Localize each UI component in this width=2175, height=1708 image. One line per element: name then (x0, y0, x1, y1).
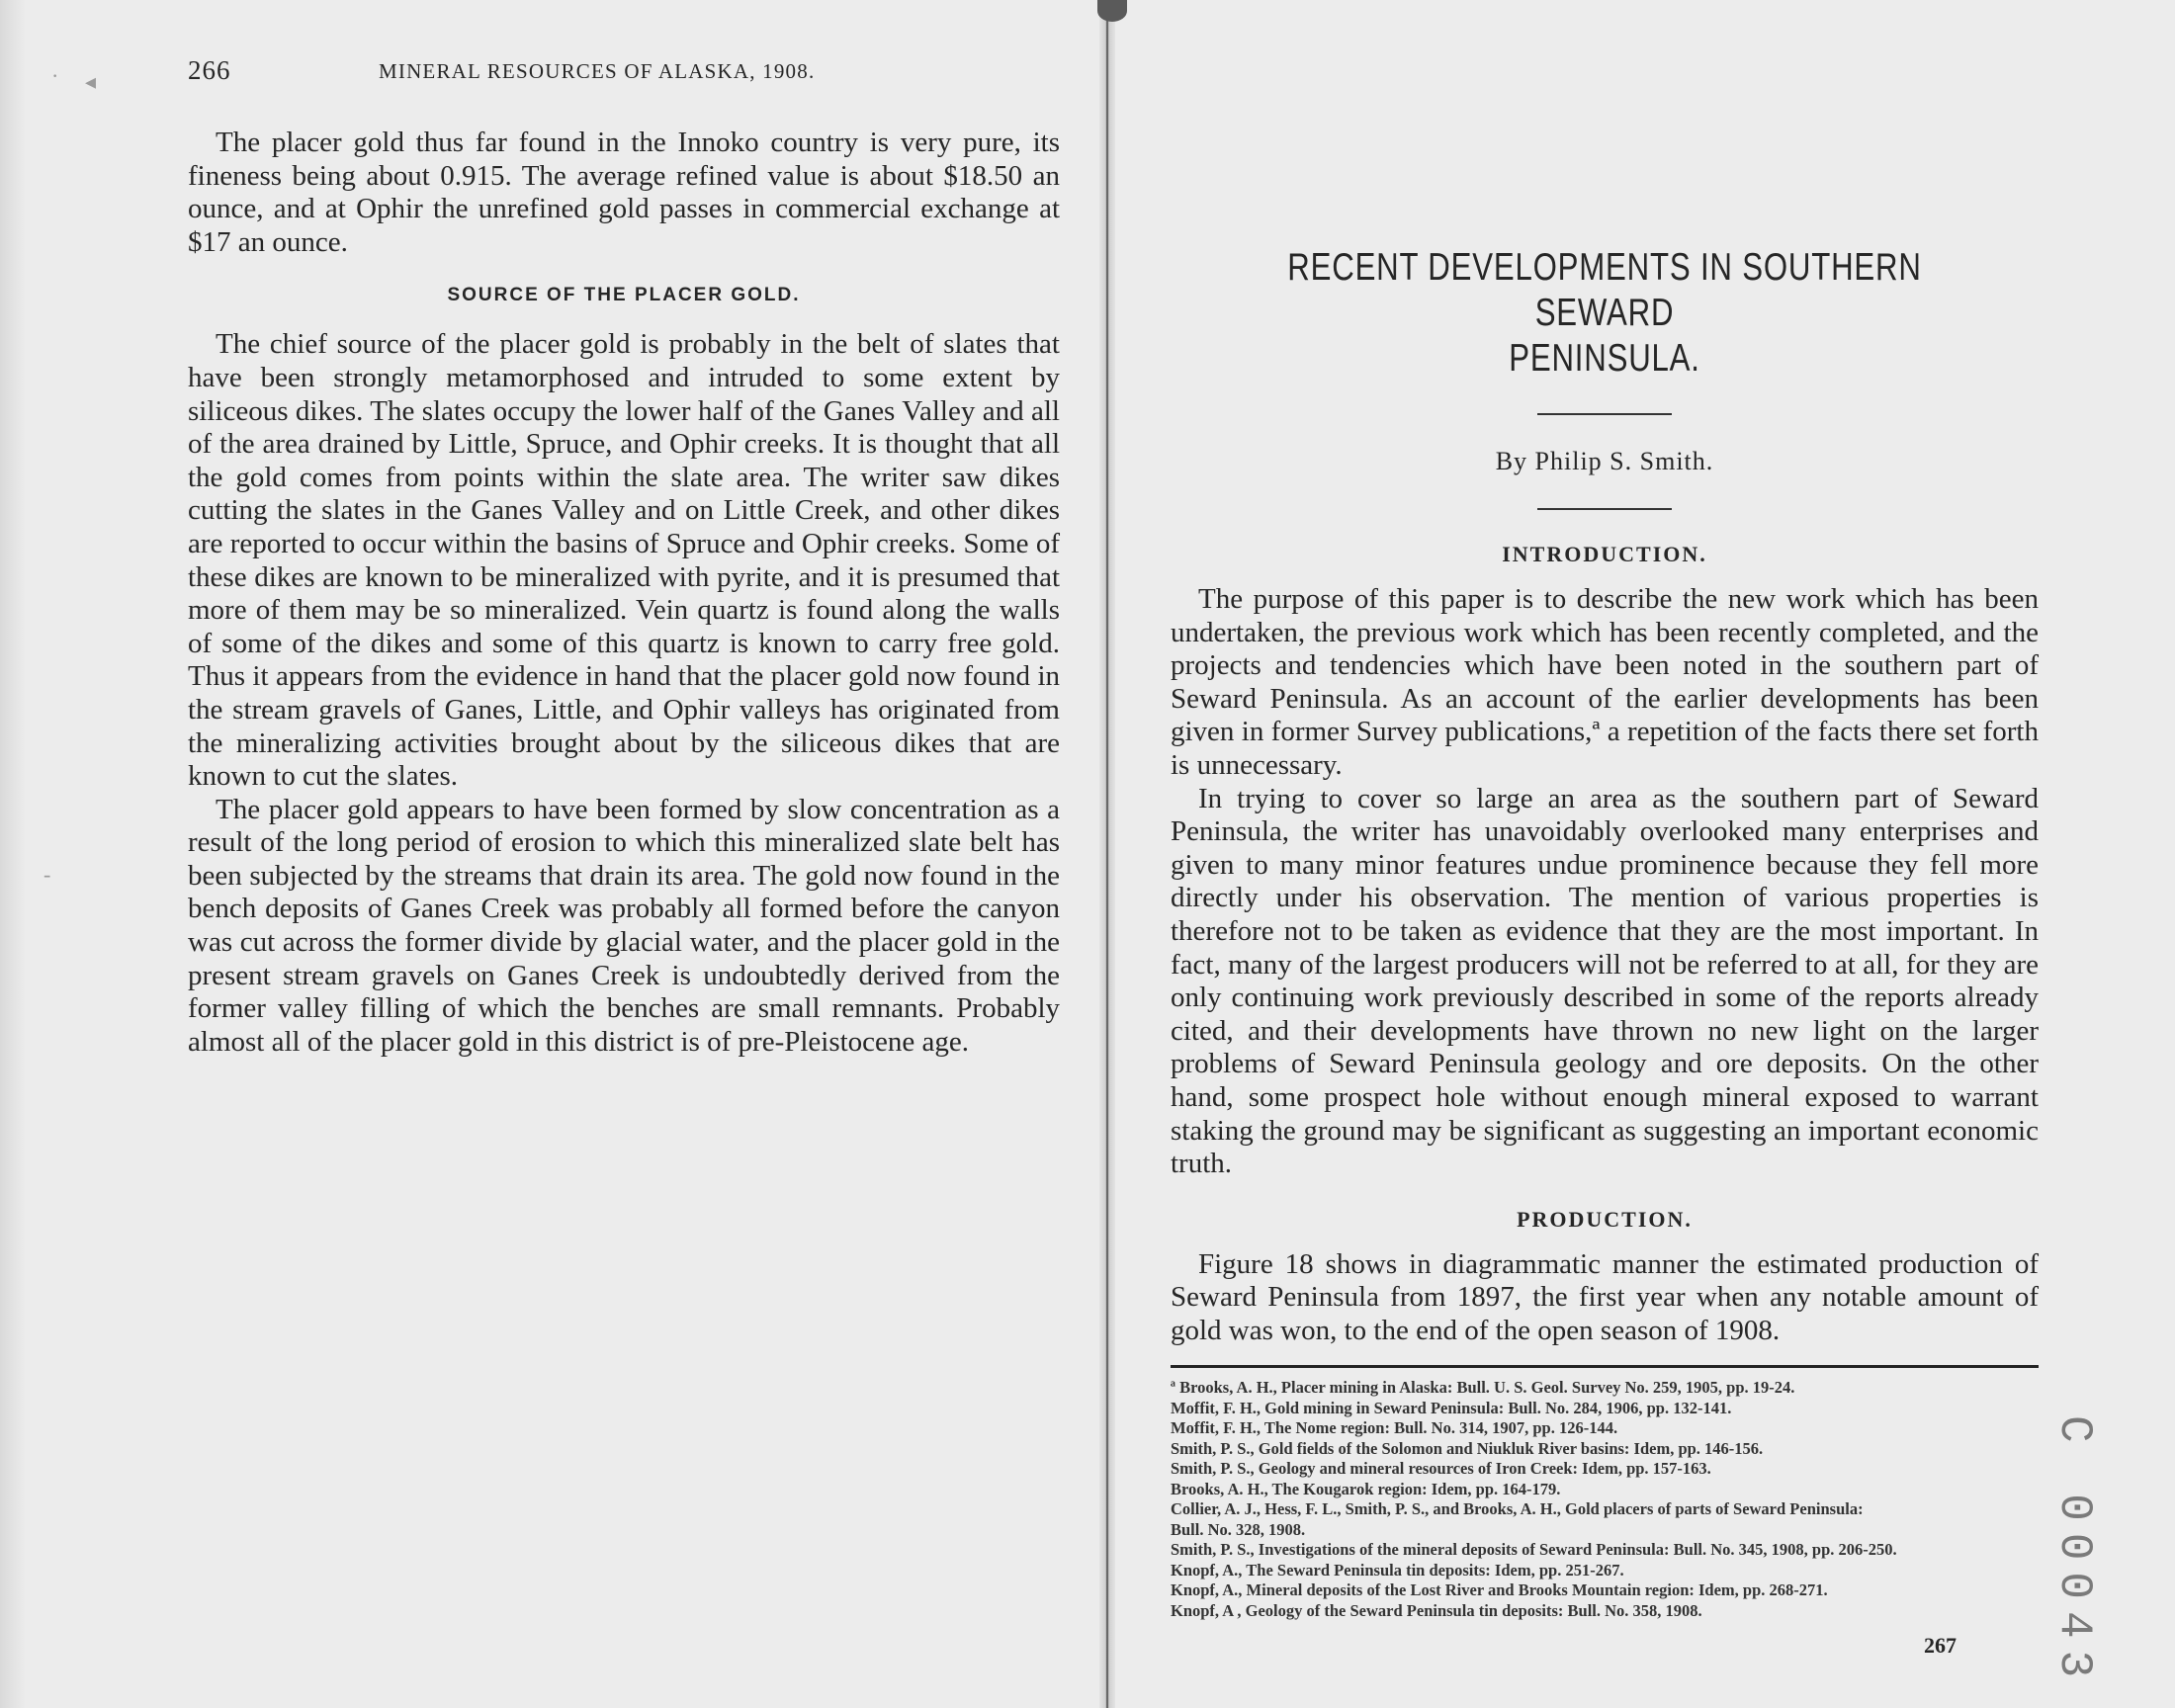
paragraph: The chief source of the placer gold is probably in the belt of slates that have been strongly metamorphosed and intruded to some extent by siliceous dikes. The slates occupy the lower half of the Ganes Valley and all of the area drained by Little, Spruce, and Ophir creeks. It is thought that all the gold comes from points within the slate area. The writer saw dikes cutting the slates in the Ganes Valley and on Little Creek, and other dikes are reported to occur within the basins of Spruce and Ophir creeks. Some of these dikes are known to be mineralized with pyrite, and it is presumed that more of them may be so mineralized. Vein quartz is found along the walls of some of the dikes and some of this quartz is known to carry free gold. Thus it appears from the evidence in hand that the placer gold now found in the stream gravels of Ganes, Little, and Ophir valleys has originated from the mineralizing activities brought about by the siliceous dikes that are known to cut the slates. (188, 328, 1060, 793)
footnote-line: Moffit, F. H., Gold mining in Seward Peninsula: Bull. No. 284, 1906, pp. 132-141. (1171, 1398, 1732, 1417)
book-gutter (1099, 0, 1115, 1708)
footnote-line: ª Brooks, A. H., Placer mining in Alaska: Bull. U. S. Geol. Survey No. 259, 1905, pp. 19-24. (1171, 1378, 1795, 1398)
footnote-line: Bull. No. 328, 1908. (1171, 1519, 1306, 1539)
footnotes (1171, 1378, 2039, 1621)
footnote-line: Knopf, A , Geology of the Seward Peninsula tin deposits: Bull. No. 358, 1908. (1171, 1600, 1702, 1620)
paragraph: The placer gold thus far found in the Innoko country is very pure, its fineness being about 0.915. The average refined value is about $18.50 an ounce, and at Ophir the unrefined gold passes in commercial exchange at $17 an ounce. (188, 127, 1060, 258)
page-number: 267 (1924, 1633, 1957, 1658)
footnote-line: Smith, P. S., Gold fields of the Solomon and Niukluk River basins: Idem, pp. 146-156. (1171, 1438, 1764, 1458)
footnote-line: Smith, P. S., Geology and mineral resources of Iron Creek: Idem, pp. 157-163. (1171, 1459, 1711, 1479)
margin-stamp: C 00043 (2048, 1415, 2100, 1690)
byline: By Philip S. Smith. (1495, 447, 1714, 475)
scan-mark: ◂ (85, 69, 97, 94)
paragraph: The placer gold appears to have been formed by slow concentration as a result of the long period of erosion to which this mineralized slate belt has been subjected by the streams that drain its area. The gold now found in the bench deposits of Ganes Creek was probably all formed before the canyon was cut across the former divide by glacial water, and the placer gold in the present stream gravels on Ganes Creek is undoubtedly derived from the former valley filling of which the benches are small remnants. Probably almost all of the placer gold in this district is of pre-Pleistocene age. (188, 793, 1060, 1058)
footnote-line: Knopf, A., Mineral deposits of the Lost River and Brooks Mountain region: Idem, pp. 268-271. (1171, 1580, 1828, 1600)
footnote-line: Moffit, F. H., The Nome region: Bull. No. 314, 1907, pp. 126-144. (1171, 1418, 1618, 1438)
footnote-rule (1171, 1365, 2039, 1368)
left-page (188, 55, 1060, 1059)
binding-shadow (1097, 0, 1127, 22)
divider (1537, 508, 1672, 510)
title-line: RECENT DEVELOPMENTS IN SOUTHERN SEWARD (1287, 246, 1922, 334)
paragraph: In trying to cover so large an area as the southern part of Seward Peninsula, the writer has unavoidably overlooked many enterprises and given to many minor features undue prominence because they fell more directly under his observation. The mention of various properties is therefore not to be taken as evidence that they are the most important. In fact, many of the largest producers will not be referred to at all, for they are only continuing work previously described in some of the reports already cited, and their developments have thrown no new light on the larger problems of Seward Peninsula geology and ore deposits. On the other hand, some prospect hole without enough mineral exposed to warrant staking the ground may be significant as suggesting an important economic truth. (1171, 782, 2039, 1180)
section-heading: SOURCE OF THE PLACER GOLD. (447, 285, 801, 306)
scan-mark: · (51, 63, 59, 88)
footnote-line: Collier, A. J., Hess, F. L., Smith, P. S., and Brooks, A. H., Gold placers of parts of Seward Peninsula: (1171, 1499, 1864, 1519)
section-heading: INTRODUCTION. (1502, 542, 1707, 566)
footnote-line: Brooks, A. H., The Kougarok region: Idem, pp. 164-179. (1171, 1479, 1561, 1498)
left-page-edge (0, 0, 26, 1708)
section-heading: PRODUCTION. (1517, 1206, 1693, 1232)
divider (1537, 413, 1672, 415)
paragraph: The purpose of this paper is to describe the new work which has been undertaken, the previous work which has been recently completed, and the projects and tendencies which have been noted in the southern part of Seward Peninsula. As an account of the earlier developments has been given in former Survey publications,ª a repetition of the facts there set forth is unnecessary. (1171, 583, 2039, 781)
right-page (1171, 245, 2039, 1621)
article-title (1258, 245, 1952, 382)
paragraph: Figure 18 shows in diagrammatic manner the estimated production of Seward Peninsula from 1897, the first year when any notable amount of gold was won, to the end of the open season of 1908. (1171, 1247, 2039, 1346)
scan-mark: - (44, 862, 51, 887)
title-line: PENINSULA. (1509, 337, 1700, 380)
footnote-line: Knopf, A., The Seward Peninsula tin deposits: Idem, pp. 251-267. (1171, 1560, 1624, 1580)
running-title: MINERAL RESOURCES OF ALASKA, 1908. (379, 59, 816, 83)
page-number: 266 (188, 55, 231, 85)
running-head (188, 55, 1060, 85)
footnote-line: Smith, P. S., Investigations of the mineral deposits of Seward Peninsula: Bull. No. 345, 1908, pp. 206-250. (1171, 1540, 1897, 1560)
